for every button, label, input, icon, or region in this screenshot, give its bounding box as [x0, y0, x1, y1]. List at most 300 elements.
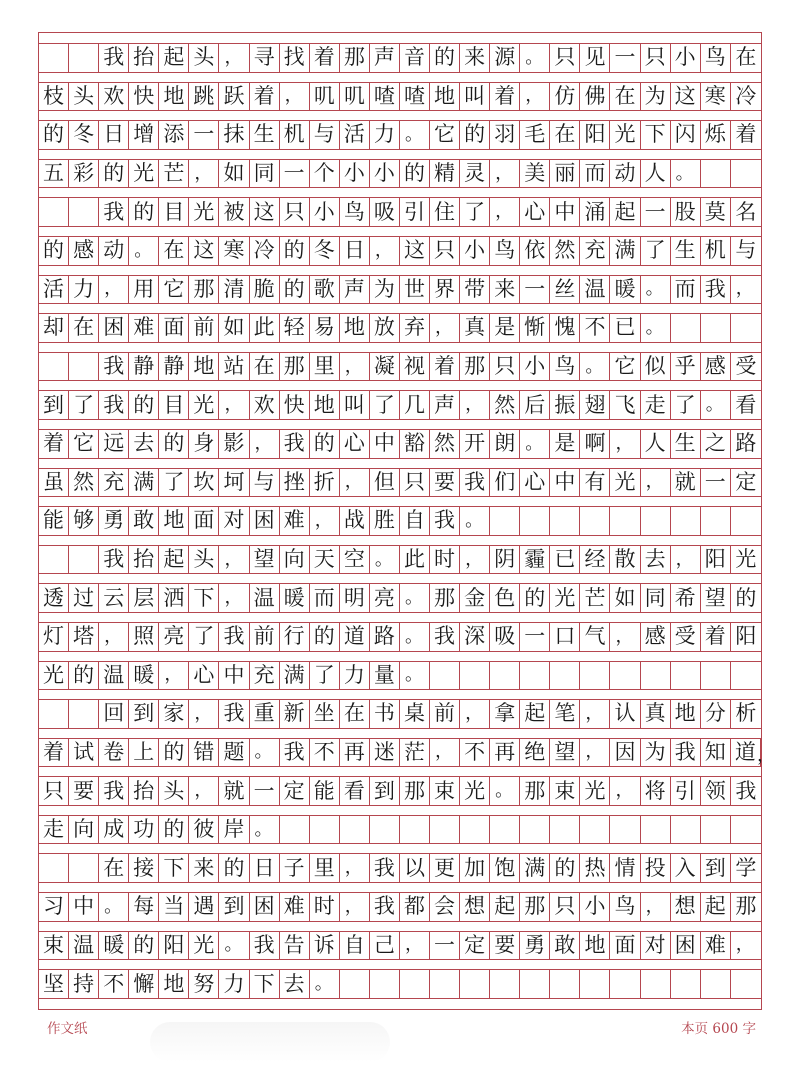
- grid-cell: 我: [280, 739, 310, 767]
- grid-cell: 试: [69, 739, 99, 767]
- grid-cell: 阳: [159, 932, 189, 960]
- grid-cell: [641, 507, 671, 535]
- grid-cell: [520, 662, 550, 690]
- grid-cell: 。: [520, 44, 550, 72]
- grid-cell: 更: [430, 854, 460, 882]
- grid-cell: 满: [520, 854, 550, 882]
- grid-cell: 笔: [550, 700, 580, 728]
- grid-cell: [39, 353, 69, 381]
- grid-cell: 静: [159, 353, 189, 381]
- grid-cell: 光: [189, 198, 219, 226]
- grid-cell: 成: [99, 816, 129, 844]
- grid-cell: 的: [280, 276, 310, 304]
- grid-cell: 的: [159, 816, 189, 844]
- grid-cell: 已: [550, 546, 580, 574]
- grid-cell: [430, 662, 460, 690]
- grid-cell: 带: [460, 276, 490, 304]
- grid-cell: 莫: [701, 198, 731, 226]
- grid-cell: ，: [189, 777, 219, 805]
- grid-cell: 要: [490, 932, 520, 960]
- page-character-count: 本页 600 字: [681, 1021, 756, 1037]
- grid-cell: 寻: [250, 44, 280, 72]
- grid-cell: 新: [280, 700, 310, 728]
- grid-cell: [701, 160, 731, 188]
- grid-cell: 在: [250, 353, 280, 381]
- grid-cell: [400, 816, 430, 844]
- grid-cell: 够: [69, 507, 99, 535]
- grid-cell: 清: [219, 276, 249, 304]
- grid-row: [39, 853, 761, 883]
- grid-cell: 入: [671, 854, 701, 882]
- grid-cell: 了: [69, 391, 99, 419]
- grid-cell: 只: [280, 198, 310, 226]
- grid-cell: 鸟: [701, 44, 731, 72]
- grid-cell: 的: [129, 198, 159, 226]
- grid-cell: [610, 507, 640, 535]
- grid-cell: 那: [280, 353, 310, 381]
- grid-cell: 。: [520, 430, 550, 458]
- grid-cell: 惭: [520, 314, 550, 342]
- grid-cell: 定: [460, 932, 490, 960]
- grid-cell: 。: [400, 121, 430, 149]
- grid-cell: 透: [39, 584, 69, 612]
- grid-cell: 心: [520, 469, 550, 497]
- grid-cell: 坎: [189, 469, 219, 497]
- grid-cell: 的: [550, 854, 580, 882]
- grid-cell: 面: [159, 314, 189, 342]
- grid-cell: 地: [159, 970, 189, 998]
- grid-cell: 寒: [219, 237, 249, 265]
- grid-cell: 暖: [610, 276, 640, 304]
- grid-cell: [39, 198, 69, 226]
- grid-cell: [550, 507, 580, 535]
- grid-cell: 起: [159, 546, 189, 574]
- grid-cell: 起: [159, 44, 189, 72]
- grid-cell: 起: [701, 893, 731, 921]
- grid-cell: 光: [460, 777, 490, 805]
- grid-cell: 振: [550, 391, 580, 419]
- grid-cell: 金: [460, 584, 490, 612]
- grid-cell: [69, 353, 99, 381]
- grid-cell: 美: [520, 160, 550, 188]
- grid-cell: 困: [99, 314, 129, 342]
- grid-cell: 就: [219, 777, 249, 805]
- grid-row: [39, 43, 761, 73]
- grid-cell: 分: [701, 700, 731, 728]
- grid-cell: 迷: [370, 739, 400, 767]
- grid-cell: 与: [735, 238, 757, 263]
- grid-cell: 就: [671, 469, 701, 497]
- grid-cell: 下: [250, 970, 280, 998]
- grid-cell: [701, 507, 731, 535]
- grid-cell: 头: [159, 777, 189, 805]
- grid-cell: [460, 970, 490, 998]
- grid-cell: 是: [490, 314, 520, 342]
- grid-cell: 那: [520, 893, 550, 921]
- grid-cell: ，: [430, 314, 460, 342]
- grid-cell: 不: [99, 970, 129, 998]
- grid-cell: 然: [550, 237, 580, 265]
- grid-cell: 力: [69, 276, 99, 304]
- grid-cell: ，: [219, 546, 249, 574]
- grid-cell: 然: [69, 469, 99, 497]
- grid-cell: 丝: [550, 276, 580, 304]
- grid-cell: 它: [159, 276, 189, 304]
- grid-cell: 歌: [310, 276, 340, 304]
- grid-cell: 力: [340, 662, 370, 690]
- grid-cell: 小: [340, 160, 370, 188]
- grid-cell: 我: [99, 391, 129, 419]
- grid-bottom-margin: [39, 999, 761, 1009]
- grid-cell: 拿: [490, 700, 520, 728]
- grid-cell: 告: [280, 932, 310, 960]
- grid-cell: 翅: [580, 391, 610, 419]
- grid-cell: 将: [641, 777, 671, 805]
- grid-cell: 生: [671, 430, 701, 458]
- grid-cell: 坷: [219, 469, 249, 497]
- grid-cell: 家: [159, 700, 189, 728]
- grid-cell: 如: [219, 160, 249, 188]
- grid-cell: 来: [460, 44, 490, 72]
- grid-cell: ，: [460, 391, 490, 419]
- grid-cell: 着: [735, 122, 757, 147]
- grid-cell: 功: [129, 816, 159, 844]
- grid-cell: 那: [735, 894, 757, 919]
- grid-cell: 为: [370, 276, 400, 304]
- grid-cell: 时: [430, 546, 460, 574]
- grid-cell: 只: [490, 353, 520, 381]
- grid-cell: 挫: [280, 469, 310, 497]
- grid-cell: 烁: [701, 121, 731, 149]
- grid-cell: [641, 970, 671, 998]
- grid-cell: 机: [701, 237, 731, 265]
- grid-cell: 桌: [400, 700, 430, 728]
- grid-cell: 错: [189, 739, 219, 767]
- grid-cell: 的: [310, 623, 340, 651]
- grid-cell: 去: [641, 546, 671, 574]
- grid-cell: ，: [189, 700, 219, 728]
- grid-cell: 涌: [580, 198, 610, 226]
- grid-cell: 此: [400, 546, 430, 574]
- grid-cell: 希: [671, 584, 701, 612]
- grid-cell: 持: [69, 970, 99, 998]
- grid-cell: 勇: [520, 932, 550, 960]
- grid-cell: 在: [340, 700, 370, 728]
- grid-row: [39, 506, 761, 536]
- grid-cell: 到: [370, 777, 400, 805]
- grid-cell: 前: [430, 700, 460, 728]
- grid-cell: 寒: [701, 83, 731, 111]
- grid-cell: 。: [460, 507, 490, 535]
- grid-cell: 找: [280, 44, 310, 72]
- grid-cell: 。: [99, 893, 129, 921]
- grid-cell: 自: [340, 932, 370, 960]
- grid-cell: ，: [460, 700, 490, 728]
- grid-cell: 目: [159, 198, 189, 226]
- grid-cell: 它: [430, 121, 460, 149]
- grid-cell: 了: [370, 391, 400, 419]
- grid-cell: ，: [99, 623, 129, 651]
- grid-cell: 到: [701, 854, 731, 882]
- grid-cell: 个: [310, 160, 340, 188]
- grid-cell: 要: [430, 469, 460, 497]
- grid-cell: 我: [219, 700, 249, 728]
- grid-cell: 阴: [490, 546, 520, 574]
- grid-cell: 放: [370, 314, 400, 342]
- grid-cell: [490, 816, 520, 844]
- grid-cell: 影: [219, 430, 249, 458]
- grid-cell: 来: [490, 276, 520, 304]
- grid-cell: 站: [219, 353, 249, 381]
- grid-cell: [340, 816, 370, 844]
- grid-cell: 在: [69, 314, 99, 342]
- grid-cell: 的: [159, 739, 189, 767]
- grid-cell: 不: [580, 314, 610, 342]
- grid-cell: 添: [159, 121, 189, 149]
- grid-cell: 时: [310, 893, 340, 921]
- grid-cell: 头: [189, 546, 219, 574]
- grid-cell: 吸: [490, 623, 520, 651]
- grid-cell: 界: [430, 276, 460, 304]
- grid-cell: 洒: [159, 584, 189, 612]
- grid-cell: 明: [340, 584, 370, 612]
- grid-cell: 叽: [340, 83, 370, 111]
- grid-cell: 因: [610, 739, 640, 767]
- grid-cell: 想: [671, 893, 701, 921]
- grid-cell: 着: [39, 739, 69, 767]
- grid-cell: [460, 816, 490, 844]
- grid-cell: 了: [159, 469, 189, 497]
- grid-cell: 困: [671, 932, 701, 960]
- grid-cell: 习: [39, 893, 69, 921]
- grid-cell: 我: [735, 778, 757, 803]
- grid-cell: 走: [641, 391, 671, 419]
- grid-cell: 我: [219, 623, 249, 651]
- grid-cell: 那: [400, 777, 430, 805]
- grid-cell: ，: [610, 623, 640, 651]
- grid-cell: 到: [39, 391, 69, 419]
- grid-cell: 地: [159, 507, 189, 535]
- grid-cell: 已: [610, 314, 640, 342]
- grid-cell: 投: [641, 854, 671, 882]
- grid-cell: 下: [159, 854, 189, 882]
- grid-row: [39, 236, 761, 266]
- grid-cell: 地: [310, 391, 340, 419]
- grid-cell: 与: [310, 121, 340, 149]
- grid-cell: 对: [641, 932, 671, 960]
- grid-cell: [671, 816, 701, 844]
- grid-cell: 轻: [280, 314, 310, 342]
- grid-cell: 的: [99, 160, 129, 188]
- grid-cell: 动: [610, 160, 640, 188]
- grid-cell: 静: [129, 353, 159, 381]
- grid-cell: ，: [280, 83, 310, 111]
- grid-cell: 不: [310, 739, 340, 767]
- grid-cell: 前: [250, 623, 280, 651]
- grid-row: [39, 815, 761, 845]
- grid-cell: 知: [701, 739, 731, 767]
- grid-cell: 身: [189, 430, 219, 458]
- grid-cell: 地: [189, 353, 219, 381]
- grid-cell: 声: [340, 276, 370, 304]
- grid-cell: 我: [250, 932, 280, 960]
- grid-cell: 朗: [490, 430, 520, 458]
- grid-cell: 了: [641, 237, 671, 265]
- grid-cell: 凝: [370, 353, 400, 381]
- grid-cell: 满: [610, 237, 640, 265]
- grid-cell: 灯: [39, 623, 69, 651]
- grid-cell: 学: [735, 855, 757, 880]
- grid-cell: 感: [641, 623, 671, 651]
- grid-cell: [370, 970, 400, 998]
- grid-cell: 起: [520, 700, 550, 728]
- grid-cell: 彼: [189, 816, 219, 844]
- grid-cell: 光: [550, 584, 580, 612]
- grid-cell: 光: [189, 932, 219, 960]
- grid-cell: [671, 662, 701, 690]
- grid-cell: 的: [430, 44, 460, 72]
- grid-cell: 加: [460, 854, 490, 882]
- grid-cell: 而: [671, 276, 701, 304]
- grid-cell: 日: [250, 854, 280, 882]
- grid-cell: 叫: [340, 391, 370, 419]
- grid-cell: 们: [490, 469, 520, 497]
- grid-cell: 难: [129, 314, 159, 342]
- grid-cell: ，: [340, 893, 370, 921]
- grid-cell: 抬: [129, 546, 159, 574]
- grid-cell: 向: [69, 816, 99, 844]
- grid-cell: 真: [641, 700, 671, 728]
- grid-cell: 而: [310, 584, 340, 612]
- grid-cell: ，: [735, 278, 754, 300]
- grid-cell: 我: [99, 546, 129, 574]
- grid-cell: 路: [735, 431, 757, 456]
- grid-cell: 努: [189, 970, 219, 998]
- grid-cell: 冷: [735, 83, 757, 108]
- grid-cell: 地: [340, 314, 370, 342]
- grid-cell: [460, 662, 490, 690]
- grid-cell: 能: [310, 777, 340, 805]
- grid-cell: 温: [99, 662, 129, 690]
- grid-cell: [39, 44, 69, 72]
- grid-cell: 经: [580, 546, 610, 574]
- grid-cell: 后: [520, 391, 550, 419]
- grid-cell: 日: [99, 121, 129, 149]
- grid-cell: 开: [460, 430, 490, 458]
- grid-cell: 面: [189, 507, 219, 535]
- grid-cell: 芒: [580, 584, 610, 612]
- grid-cell: [731, 507, 761, 535]
- grid-cell: [280, 816, 310, 844]
- grid-cell: ，: [671, 546, 701, 574]
- grid-cell: 住: [430, 198, 460, 226]
- grid-cell: 活: [340, 121, 370, 149]
- grid-cell: 枝: [39, 83, 69, 111]
- grid-cell: 受: [735, 354, 757, 379]
- grid-cell: [490, 507, 520, 535]
- grid-cell: 头: [189, 44, 219, 72]
- grid-cell: 来: [189, 854, 219, 882]
- grid-row: [39, 699, 761, 729]
- grid-cell: 空: [340, 546, 370, 574]
- grid-cell: 下: [641, 121, 671, 149]
- grid-cell: 卷: [99, 739, 129, 767]
- grid-cell: 析: [735, 701, 757, 726]
- grid-cell: [701, 816, 731, 844]
- grid-cell: 鸟: [550, 353, 580, 381]
- grid-cell: 之: [701, 430, 731, 458]
- grid-cell: 着: [490, 83, 520, 111]
- grid-cell: ，: [370, 237, 400, 265]
- grid-cell: 望: [701, 584, 731, 612]
- grid-cell: 冬: [310, 237, 340, 265]
- grid-cell: 我: [671, 739, 701, 767]
- grid-cell: 光: [610, 469, 640, 497]
- grid-cell: 困: [250, 893, 280, 921]
- grid-cell: 中: [550, 198, 580, 226]
- grid-cell: 叽: [310, 83, 340, 111]
- grid-cell: ，: [219, 44, 249, 72]
- grid-cell: 乎: [671, 353, 701, 381]
- grid-cell: 阳: [701, 546, 731, 574]
- grid-cell: 然: [430, 430, 460, 458]
- grid-cell: 饱: [490, 854, 520, 882]
- grid-row: [39, 120, 761, 150]
- grid-cell: ，: [400, 932, 430, 960]
- grid-cell: [671, 314, 701, 342]
- grid-cell: 力: [219, 970, 249, 998]
- grid-cell: 抬: [129, 777, 159, 805]
- grid-cell: 。: [400, 623, 430, 651]
- grid-cell: [641, 816, 671, 844]
- grid-cell: 以: [400, 854, 430, 882]
- grid-cell: 为: [641, 739, 671, 767]
- grid-cell: 远: [99, 430, 129, 458]
- grid-cell: 易: [310, 314, 340, 342]
- grid-cell: 同: [641, 584, 671, 612]
- grid-cell: 的: [280, 237, 310, 265]
- grid-cell: 它: [610, 353, 640, 381]
- grid-cell: 天: [310, 546, 340, 574]
- overflow-punctuation: ，: [757, 744, 775, 766]
- grid-cell: 音: [400, 44, 430, 72]
- grid-cell: 一: [701, 469, 731, 497]
- grid-cell: 己: [370, 932, 400, 960]
- grid-cell: 着: [250, 83, 280, 111]
- grid-cell: 子: [280, 854, 310, 882]
- grid-cell: 如: [610, 584, 640, 612]
- grid-cell: 生: [671, 237, 701, 265]
- grid-cell: [400, 970, 430, 998]
- grid-cell: 充: [99, 469, 129, 497]
- grid-cell: [39, 546, 69, 574]
- grid-cell: ，: [99, 276, 129, 304]
- grid-row: [39, 429, 761, 459]
- grid-cell: [370, 816, 400, 844]
- grid-row: [39, 545, 761, 575]
- grid-cell: 一: [250, 777, 280, 805]
- grid-cell: 阳: [580, 121, 610, 149]
- grid-cell: 我: [99, 353, 129, 381]
- grid-cell: 。: [129, 237, 159, 265]
- grid-row: [39, 159, 761, 189]
- grid-cell: ，: [340, 353, 370, 381]
- grid-cell: 阳: [735, 624, 757, 649]
- grid-cell: 叫: [460, 83, 490, 111]
- grid-cell: [310, 816, 340, 844]
- grid-cell: 生: [250, 121, 280, 149]
- grid-cell: 同: [250, 160, 280, 188]
